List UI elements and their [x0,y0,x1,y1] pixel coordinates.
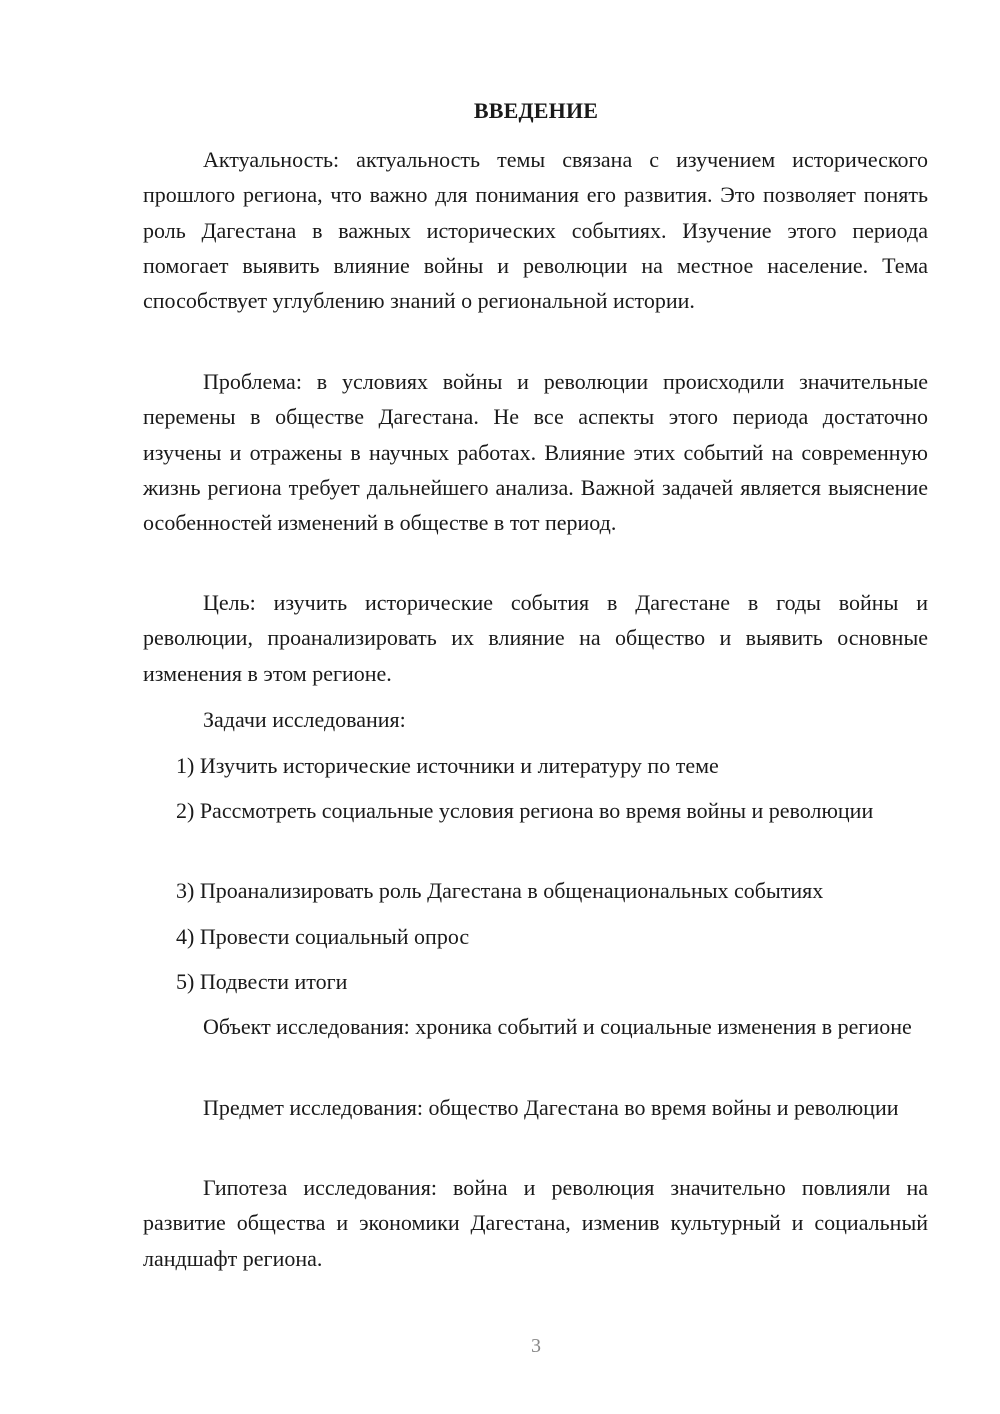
paragraph-hypothesis: Гипотеза исследования: война и революция значительно повлияли на развитие общества и экономики Дагестана, изменив культурный и социальный ландшафт региона. [143,1175,928,1271]
page-number: 3 [531,1335,541,1357]
paragraph-goal: Цель: изучить исторические события в Дагестане в годы войны и революции, проанализировать их влияние на общество и выявить основные изменения в этом регионе. [143,590,928,686]
page-title: ВВЕДЕНИЕ [473,98,599,123]
paragraph-relevance: Актуальность: актуальность темы связана с изучением исторического прошлого региона, что важно для понимания его развития. Это позволяет понять роль Дагестана в важных исторических событиях. Изучение этого периода помогает выявить влияние войны и революции на местное население. Тема способствует углублению знаний о региональной истории. [143,147,928,314]
task-item-4: 4) Провести социальный опрос [176,924,470,949]
paragraph-subject: Предмет исследования: общество Дагестана во время войны и революции [203,1095,899,1120]
paragraph-object: Объект исследования: хроника событий и социальные изменения в регионе [203,1014,912,1039]
paragraph-problem: Проблема: в условиях войны и революции происходили значительные перемены в обществе Дагестана. Не все аспекты этого периода достаточно изучены и отражены в научных работах. Влияние этих событий на современную жизнь региона требует дальнейшего анализа. Важной задачей является выяснение особенностей изменений в обществе в тот период. [143,369,928,536]
tasks-heading: Задачи исследования: [203,707,406,732]
task-item-1: 1) Изучить исторические источники и литературу по теме [176,753,719,778]
task-item-3: 3) Проанализировать роль Дагестана в общенациональных событиях [176,878,824,903]
task-item-5: 5) Подвести итоги [176,969,348,994]
task-item-2: 2) Рассмотреть социальные условия региона во время войны и революции [176,798,874,823]
